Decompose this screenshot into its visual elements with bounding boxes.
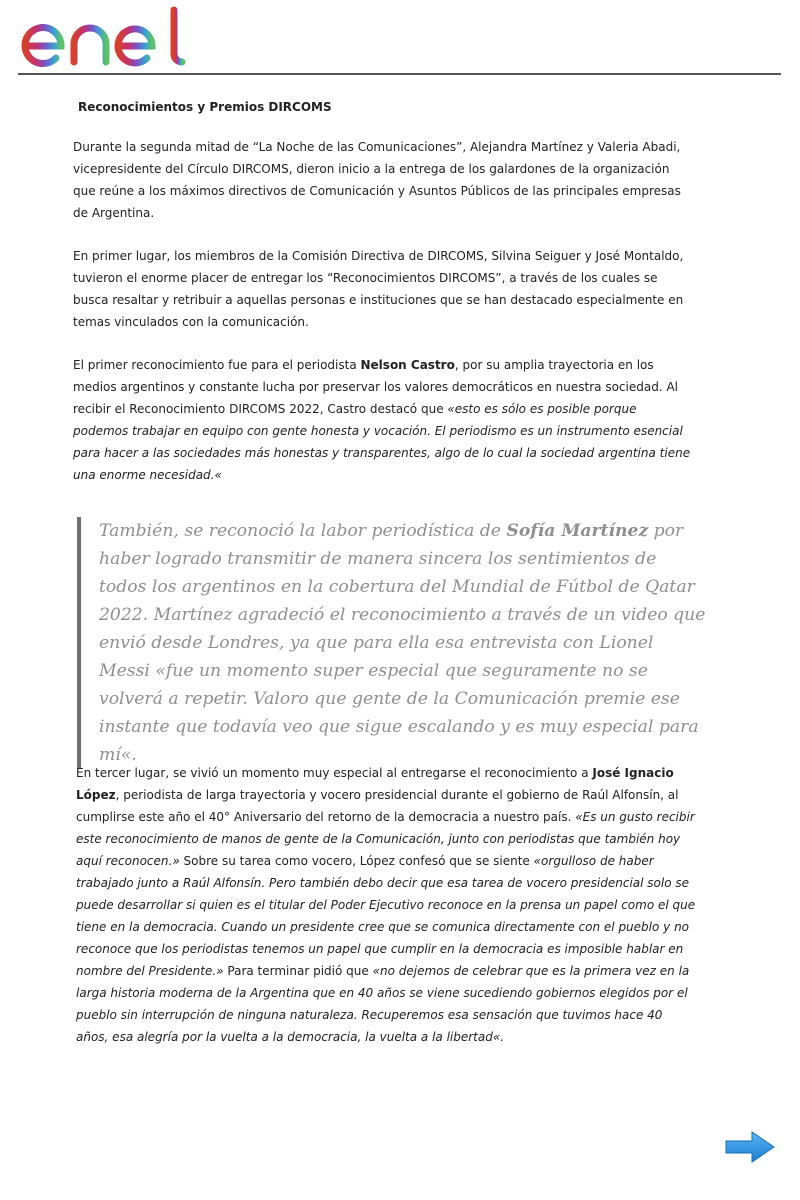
paragraph-2: En primer lugar, los miembros de la Comisión Directiva de DIRCOMS, Silvina Seiguer y José Montaldo, tuvieron el enorme placer de entregar los “Reconocimientos DIRCOMS”, a través de los cuales se busca resaltar y retribuir a aquellas personas e instituciones que se han destacado especialmente en temas vinculados con la comunicación.: [73, 249, 684, 329]
next-page-button[interactable]: [724, 1129, 776, 1165]
article-heading: Reconocimientos y Premios DIRCOMS: [78, 100, 332, 114]
p3-honoree-name: Nelson Castro: [360, 358, 455, 372]
p4-text-d: Para terminar pidió que: [223, 964, 373, 978]
p4-quote-2: «orgulloso de haber trabajado junto a Raúl Alfonsín. Pero también debo decir que esa tarea de vocero presidencial solo se puede desarrollar si quien es el titular del Poder Ejecutivo reconoce en la prensa un papel como el que tiene en la democracia. Cuando un presidente cree que se comunica directamente con el pueblo y no reconoce que los periodistas tenemos un papel que cumplir en la democracia es imposible hablar en nombre del Presidente.»: [76, 854, 696, 978]
enel-logo: [16, 4, 186, 70]
p4-quote-1: «Es un gusto recibir este reconocimiento de manos de gente de la Comunicación, junto con periodistas que también hoy aquí reconocen.»: [76, 810, 695, 868]
p4-text-b: , periodista de larga trayectoria y vocero presidencial durante el gobierno de Raúl Alfonsín, al cumplirse este año el 40° Aniversario del retorno de la democracia a nuestro país.: [76, 788, 679, 824]
paragraph-1: Durante la segunda mitad de “La Noche de las Comunicaciones”, Alejandra Martínez y Valeria Abadi, vicepresidente del Círculo DIRCOMS, dieron inicio a la entrega de los galardones de la organización que reúne a los máximos directivos de Comunicación y Asuntos Públicos de las principales empresas de Argentina.: [73, 140, 681, 220]
pull-quote-text: [99, 517, 709, 769]
header-divider: [18, 73, 781, 75]
article-body: [73, 96, 693, 507]
p4-text-a: En tercer lugar, se vivió un momento muy especial al entregarse el reconocimiento a: [76, 766, 593, 780]
p4-quote-3: «no dejemos de celebrar que es la primera vez en la larga historia moderna de la Argentina que en 40 años se viene sucediendo gobiernos elegidos por el pueblo sin interrupción de ninguna naturaleza. Recuperemos esa sensación que tuvimos hace 40 años, esa alegría por la vuelta a la democracia, la vuelta a la libertad«.: [76, 964, 690, 1044]
p4-honoree-name: José Ignacio López: [76, 766, 674, 802]
paragraph-4: [76, 762, 698, 1048]
quote-honoree-name: Sofía Martínez: [506, 521, 649, 541]
quote-text-b: por haber logrado transmitir de manera sincera los sentimientos de todos los argentinos en la cobertura del Mundial de Fútbol de Qatar 2022. Martínez agradeció el reconocimiento a través de un video que envió desde Londres, ya que para ella esa entrevista con Lionel Messi «fue un momento super especial que seguramente no se volverá a repetir. Valoro que gente de la Comunicación premie ese instante que todavía veo que sigue escalando y es muy especial para mí«.: [99, 521, 706, 765]
quote-text-a: También, se reconoció la labor periodística de: [99, 521, 507, 541]
p3-text-a: El primer reconocimiento fue para el periodista: [73, 358, 361, 372]
p4-text-c: Sobre su tarea como vocero, López confesó que se siente: [179, 854, 534, 868]
arrow-right-icon: [724, 1129, 776, 1165]
pull-quote: [77, 517, 709, 769]
p3-text-b: , por su amplia trayectoria en los medios argentinos y constante lucha por preservar los valores democráticos en nuestra sociedad. Al recibir el Reconocimiento DIRCOMS 2022, Castro destacó que: [73, 358, 678, 416]
paragraph-3: [73, 354, 693, 486]
p3-quote: «esto es sólo es posible porque podemos trabajar en equipo con gente honesta y vocación. El periodismo es un instrumento esencial para hacer a las sociedades más honestas y transparentes, algo de lo cual la sociedad argentina tiene una enorme necesidad.«: [73, 402, 691, 482]
